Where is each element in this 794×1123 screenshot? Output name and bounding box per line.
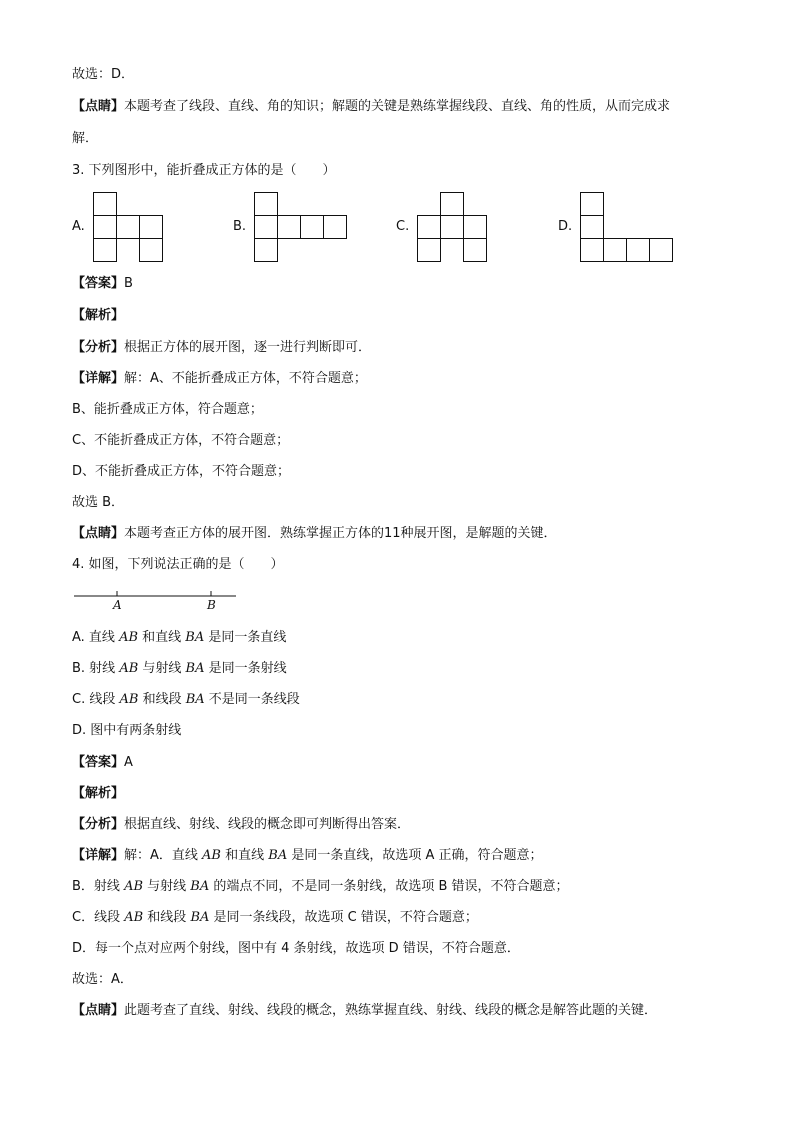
q3-option-d-cube-net [580,192,674,262]
answer-value: B [124,276,133,291]
comment-tag: 【点睛】 [72,526,125,541]
q3-option-a-cube-net [93,192,163,262]
q4-detail-d: D．每一个点对应两个射线，图中有 4 条射线，故选项 D 错误，不符合题意． [72,941,520,956]
q4-option-d: D. 图中有两条射线 [72,723,182,738]
comment-text: 本题考查正方体的展开图．熟练掌握正方体的11种展开图，是解题的关键． [124,526,557,541]
detail-text: 解：A、不能折叠成正方体，不符合题意； [124,371,367,386]
analysis-tag: 【解析】 [72,786,125,801]
q4-option-c [72,691,300,709]
q3-fenxi [72,339,371,357]
q3-detail-d: D、不能折叠成正方体，不符合题意； [72,464,291,479]
math-ba: BA [185,630,205,645]
q4-answer [72,754,133,772]
text: B. 射线 [72,661,120,676]
comment-text: 本题考查了线段、直线、角的知识；解题的关键是熟练掌握线段、直线、角的性质，从而完成求 [124,99,671,114]
text: 和线段 [143,910,191,925]
text: A. 直线 [72,630,120,645]
math-ba: BA [185,661,205,676]
q3-option-c-label: C. [396,219,410,234]
text: 与射线 [138,661,186,676]
comment-tag: 【点睛】 [72,1003,125,1018]
prev-choice: 故选：D． [72,67,135,82]
q3-analysis-heading [72,307,124,325]
answer-tag: 【答案】 [72,276,125,291]
text: 和线段 [138,692,186,707]
q3-detail-c: C、不能折叠成正方体，不符合题意； [72,433,290,448]
prev-comment-line-1 [72,98,670,116]
math-ab: AB [119,630,139,645]
fenxi-tag: 【分析】 [72,817,125,832]
q4-point-b-label: B [207,598,216,612]
text: 和直线 [138,630,186,645]
q3-option-b-label: B. [233,219,247,234]
q3-answer [72,275,133,293]
math-ba: BA [190,879,210,894]
text: 是同一条直线，故选项 A 正确，符合题意； [287,848,543,863]
q3-option-a-label: A. [72,219,85,234]
answer-value: A [124,755,133,770]
analysis-tag: 【解析】 [72,308,125,323]
math-ab: AB [119,661,139,676]
q3-detail-b: B、能折叠成正方体，符合题意； [72,402,263,417]
text: 和直线 [221,848,269,863]
comment-text: 此题考查了直线、射线、线段的概念，熟练掌握直线、射线、线段的概念是解答此题的关键． [124,1003,658,1018]
q4-choice: 故选：A． [72,972,133,987]
comment-tag: 【点睛】 [72,99,125,114]
fenxi-text: 根据正方体的展开图，逐一进行判断即可． [124,340,372,355]
q4-detail-a [72,847,543,865]
detail-tag: 【详解】 [72,848,125,863]
q4-detail-b [72,878,569,896]
math-ba: BA [190,910,210,925]
text: 是同一条直线 [204,630,287,645]
q4-option-a [72,629,286,647]
detail-tag: 【详解】 [72,371,125,386]
math-ab: AB [202,848,221,863]
q3-option-d-label: D. [558,219,573,234]
q3-choice: 故选 B． [72,495,125,510]
text: 是同一条线段，故选项 C 错误，不符合题意； [209,910,478,925]
q4-detail-c [72,909,478,927]
math-ba: BA [268,848,288,863]
text: B．射线 [72,879,125,894]
fenxi-text: 根据直线、射线、线段的概念即可判断得出答案． [124,817,411,832]
text: C．线段 [72,910,125,925]
q3-comment [72,525,557,543]
text: C. 线段 [72,692,120,707]
math-ba: BA [185,692,205,707]
q4-line-figure [72,588,238,614]
q3-detail-a [72,370,367,388]
prev-comment-line-2: 解． [72,131,99,146]
q4-option-b [72,660,287,678]
q4-comment [72,1002,657,1020]
answer-tag: 【答案】 [72,755,125,770]
math-ab: AB [119,692,139,707]
q4-fenxi [72,816,410,834]
q4-stem: 4. 如图，下列说法正确的是（ ） [72,557,284,572]
text: 不是同一条线段 [204,692,300,707]
math-ab: AB [124,879,144,894]
text: 解：A．直线 [124,848,203,863]
text: 是同一条射线 [204,661,287,676]
text: 与射线 [143,879,191,894]
math-ab: AB [124,910,144,925]
q4-point-a-label: A [113,598,122,612]
fenxi-tag: 【分析】 [72,340,125,355]
q4-analysis-heading [72,785,124,803]
q3-option-b-cube-net [254,192,348,262]
text: 的端点不同，不是同一条射线，故选项 B 错误，不符合题意； [209,879,569,894]
q3-stem: 3. 下列图形中，能折叠成正方体的是（ ） [72,163,336,178]
q3-option-c-cube-net [417,192,487,262]
